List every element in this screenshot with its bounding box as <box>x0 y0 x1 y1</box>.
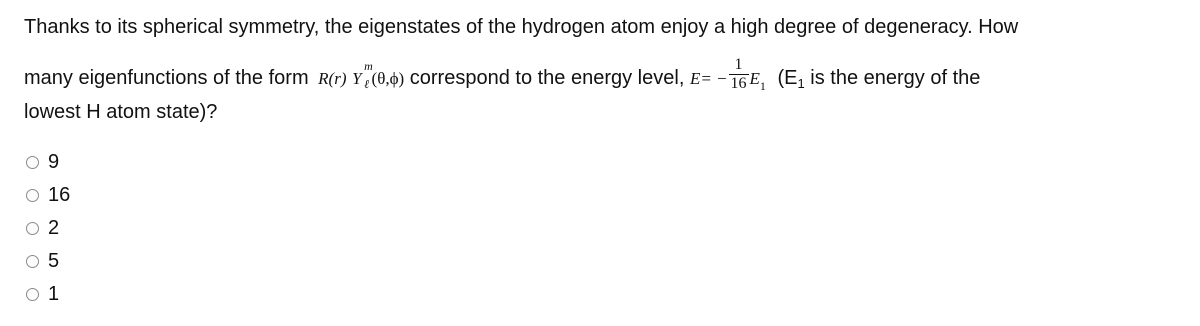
question-line-1: Thanks to its spherical symmetry, the eigenstates of the hydrogen atom enjoy a high degree of degeneracy. How <box>24 16 1019 38</box>
energy-fraction <box>729 57 749 92</box>
energy-lhs: E= − <box>689 68 728 88</box>
option-5[interactable] <box>26 245 70 278</box>
option-label: 5 <box>48 250 60 272</box>
option-label: 2 <box>48 217 60 239</box>
radio-button[interactable] <box>26 156 39 169</box>
option-16[interactable] <box>26 179 70 212</box>
answer-options <box>26 146 70 311</box>
option-label: 1 <box>48 283 60 305</box>
question-line-2-middle: correspond to the energy level, <box>409 66 685 89</box>
angular-args: (θ,ϕ) <box>371 68 405 88</box>
option-2[interactable] <box>26 212 70 245</box>
spherical-harmonic-l: ℓ <box>364 76 370 91</box>
radio-button[interactable] <box>26 222 39 235</box>
question-line-2-suffix: ($E_1$ is the energy of the <box>777 66 981 91</box>
radial-function: R(r) <box>318 68 347 88</box>
option-label: 16 <box>48 184 71 206</box>
radio-button[interactable] <box>26 189 39 202</box>
radio-button[interactable] <box>26 255 39 268</box>
question-line-3: lowest H atom state)? <box>24 101 218 123</box>
spherical-harmonic: Y m ℓ <box>352 58 373 91</box>
fraction-denominator: 16 <box>730 75 747 92</box>
fraction-numerator: 1 <box>734 56 743 73</box>
option-9[interactable] <box>26 146 70 179</box>
question-line-2-prefix: many eigenfunctions of the form <box>24 66 309 89</box>
option-1[interactable] <box>26 278 70 311</box>
radio-button[interactable] <box>26 288 39 301</box>
spherical-harmonic-m: m <box>364 58 373 73</box>
option-label: 9 <box>48 151 60 173</box>
question-line-2 <box>24 56 981 93</box>
energy-e1: $E_1$ <box>749 68 766 93</box>
